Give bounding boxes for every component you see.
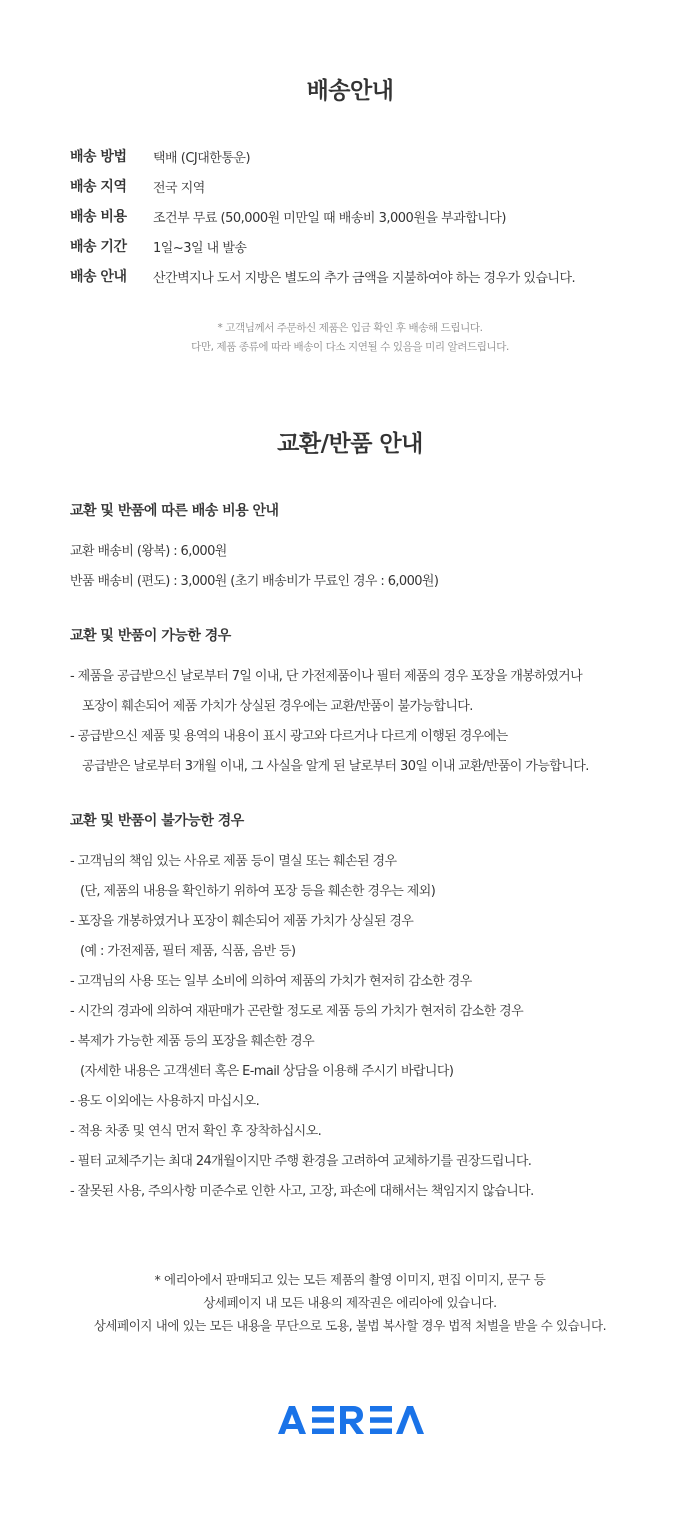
impossible-line-5: - 고객님의 사용 또는 일부 소비에 의하여 제품의 가치가 현저히 감소한 경우 bbox=[70, 974, 472, 989]
shipping-method-label: 배송 방법 bbox=[70, 149, 127, 165]
possible-line-2: 포장이 훼손되어 제품 가치가 상실된 경우에는 교환/반품이 불가능합니다. bbox=[82, 699, 473, 714]
shipping-guide-label: 배송 안내 bbox=[70, 269, 127, 285]
shipping-region-value: 전국 지역 bbox=[153, 181, 205, 196]
impossible-line-10: - 적용 차종 및 연식 먼저 확인 후 장착하십시오. bbox=[70, 1124, 322, 1139]
aerea-logo-mark bbox=[278, 1405, 424, 1435]
brand-logo bbox=[278, 1405, 424, 1435]
fee-section-heading: 교환 및 반품에 따른 배송 비용 안내 bbox=[70, 503, 279, 519]
shipping-period-label: 배송 기간 bbox=[70, 239, 127, 255]
shipping-region-label: 배송 지역 bbox=[70, 179, 127, 195]
shipping-period-value: 1일~3일 내 발송 bbox=[153, 241, 247, 256]
impossible-line-7: - 복제가 가능한 제품 등의 포장을 훼손한 경우 bbox=[70, 1034, 315, 1049]
shipping-guide-value: 산간벽지나 도서 지방은 별도의 추가 금액을 지불하여야 하는 경우가 있습니다. bbox=[153, 271, 576, 286]
shipping-note-2: 다만, 제품 종류에 따라 배송이 다소 지연될 수 있음을 미리 알려드립니다. bbox=[191, 341, 509, 353]
shipping-note-1: * 고객님께서 주문하신 제품은 입금 확인 후 배송해 드립니다. bbox=[217, 322, 483, 334]
copyright-line-1: * 에리아에서 판매되고 있는 모든 제품의 촬영 이미지, 편집 이미지, 문구 등 bbox=[154, 1272, 546, 1287]
shipping-cost-value: 조건부 무료 (50,000원 미만일 때 배송비 3,000원을 부과합니다) bbox=[153, 211, 506, 226]
shipping-cost-label: 배송 비용 bbox=[70, 209, 127, 225]
possible-line-3: - 공급받으신 제품 및 용역의 내용이 표시 광고와 다르거나 다르게 이행된 경우에는 bbox=[70, 729, 508, 744]
possible-line-1: - 제품을 공급받으신 날로부터 7일 이내, 단 가전제품이나 필터 제품의 경우 포장을 개봉하였거나 bbox=[70, 669, 583, 684]
shipping-title: 배송안내 bbox=[306, 78, 394, 104]
impossible-section-heading: 교환 및 반품이 불가능한 경우 bbox=[70, 813, 244, 829]
impossible-line-3: - 포장을 개봉하였거나 포장이 훼손되어 제품 가치가 상실된 경우 bbox=[70, 914, 414, 929]
exchange-title: 교환/반품 안내 bbox=[277, 431, 423, 457]
copyright-line-3: 상세페이지 내에 있는 모든 내용을 무단으로 도용, 불법 복사할 경우 법적 처벌을 받을 수 있습니다. bbox=[93, 1318, 607, 1333]
impossible-line-8: (자세한 내용은 고객센터 혹은 E-mail 상담을 이용해 주시기 바랍니다) bbox=[80, 1064, 454, 1079]
impossible-line-4: (예 : 가전제품, 필터 제품, 식품, 음반 등) bbox=[80, 944, 296, 959]
fee-line-exchange: 교환 배송비 (왕복) : 6,000원 bbox=[70, 544, 227, 559]
shipping-method-value: 택배 (CJ대한통운) bbox=[153, 151, 251, 166]
impossible-line-9: - 용도 이외에는 사용하지 마십시오. bbox=[70, 1094, 260, 1109]
possible-section-heading: 교환 및 반품이 가능한 경우 bbox=[70, 628, 231, 644]
impossible-line-11: - 필터 교체주기는 최대 24개월이지만 주행 환경을 고려하여 교체하기를 권장드립니다. bbox=[70, 1154, 532, 1169]
impossible-line-1: - 고객님의 책임 있는 사유로 제품 등이 멸실 또는 훼손된 경우 bbox=[70, 854, 397, 869]
impossible-line-6: - 시간의 경과에 의하여 재판매가 곤란할 정도로 제품 등의 가치가 현저히 감소한 경우 bbox=[70, 1004, 524, 1019]
impossible-line-12: - 잘못된 사용, 주의사항 미준수로 인한 사고, 고장, 파손에 대해서는 책임지지 않습니다. bbox=[70, 1184, 534, 1199]
impossible-line-2: (단, 제품의 내용을 확인하기 위하여 포장 등을 훼손한 경우는 제외) bbox=[80, 884, 436, 899]
fee-line-return: 반품 배송비 (편도) : 3,000원 (초기 배송비가 무료인 경우 : 6,000원) bbox=[70, 574, 439, 589]
possible-line-4: 공급받은 날로부터 3개월 이내, 그 사실을 알게 된 날로부터 30일 이내 교환/반품이 가능합니다. bbox=[82, 759, 589, 774]
copyright-line-2: 상세페이지 내 모든 내용의 제작권은 에리아에 있습니다. bbox=[203, 1295, 497, 1310]
